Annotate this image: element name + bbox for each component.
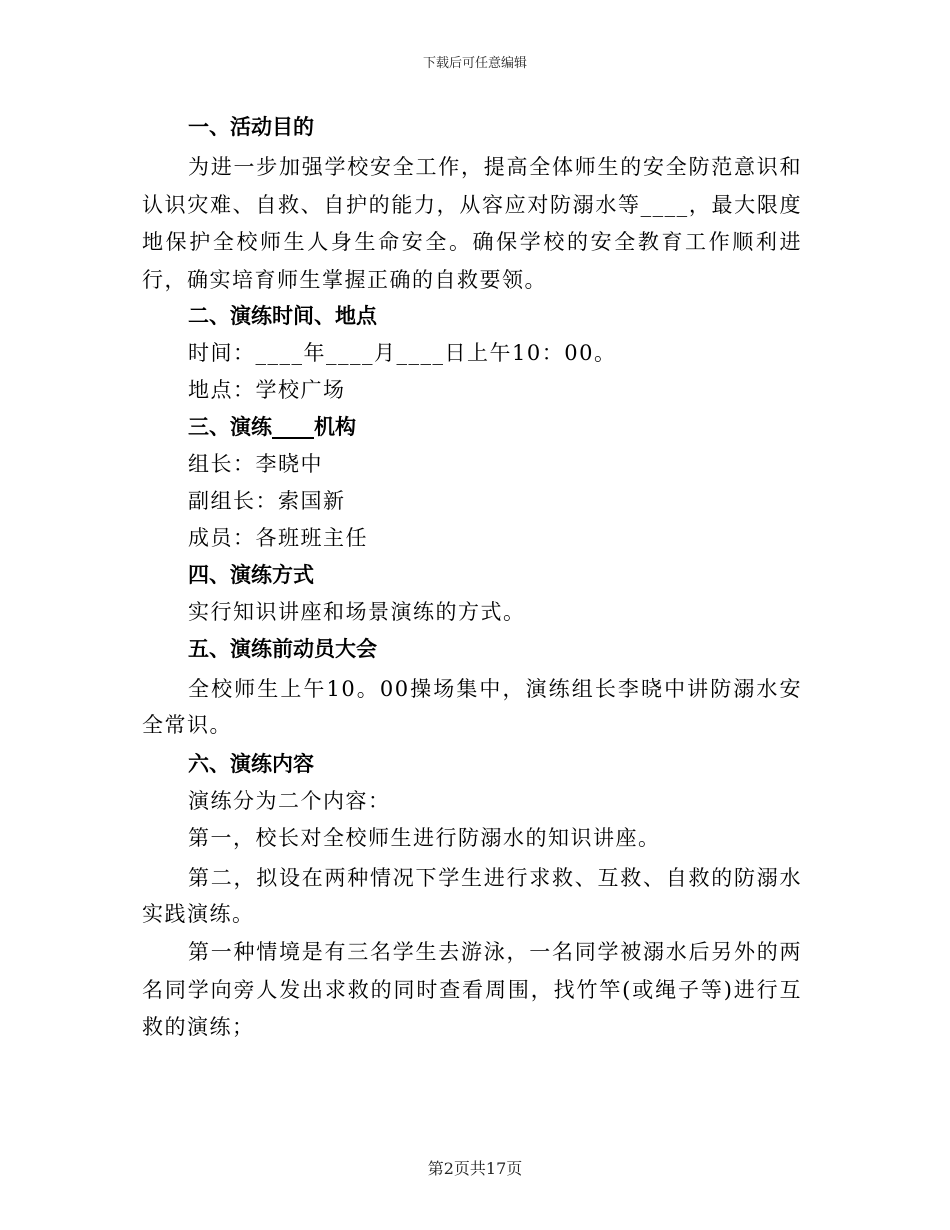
section-heading-content: 六、演练内容 [188, 751, 314, 776]
section-heading-mobilization: 五、演练前动员大会 [188, 636, 377, 661]
page-footer: 第2页共17页 [427, 1159, 523, 1178]
section-heading-purpose: 一、活动目的 [188, 114, 314, 139]
section-heading-organization: 三、演练____机构 [188, 414, 356, 439]
content-intro: 演练分为二个内容： [188, 789, 391, 813]
team-leader: 组长：李晓中 [188, 452, 323, 476]
scenario-one-paragraph: 第一种情境是有三名学生去游泳，一名同学被溺水后另外的两名同学向旁人发出求救的同时查看周围，找竹竿(或绳子等)进行互救的演练； [142, 940, 802, 1039]
content-second-item: 第二，拟设在两种情况下学生进行求救、互救、自救的防溺水实践演练。 [142, 866, 802, 926]
content-first-item: 第一，校长对全校师生进行防溺水的知识讲座。 [188, 826, 661, 850]
deputy-leader: 副组长：索国新 [188, 489, 346, 513]
document-body [142, 112, 802, 1049]
drill-place: 地点：学校广场 [188, 378, 346, 402]
section-heading-time-place: 二、演练时间、地点 [188, 303, 377, 328]
method-paragraph: 实行知识讲座和场景演练的方式。 [188, 600, 526, 624]
section-heading-method: 四、演练方式 [188, 562, 314, 587]
mobilization-paragraph: 全校师生上午10。00操场集中，演练组长李晓中讲防溺水安全常识。 [142, 677, 802, 737]
team-members: 成员：各班班主任 [188, 526, 368, 550]
page-header: 下载后可任意编辑 [422, 56, 527, 71]
drill-time: 时间：____年____月____日上午10：00。 [188, 341, 617, 365]
purpose-paragraph: 为进一步加强学校安全工作，提高全体师生的安全防范意识和认识灾难、自救、自护的能力，从容应对防溺水等____，最大限度地保护全校师生人身生命安全。确保学校的安全教育工作顺利进行，确实培育师生掌握正确的自救要领。 [142, 155, 802, 292]
